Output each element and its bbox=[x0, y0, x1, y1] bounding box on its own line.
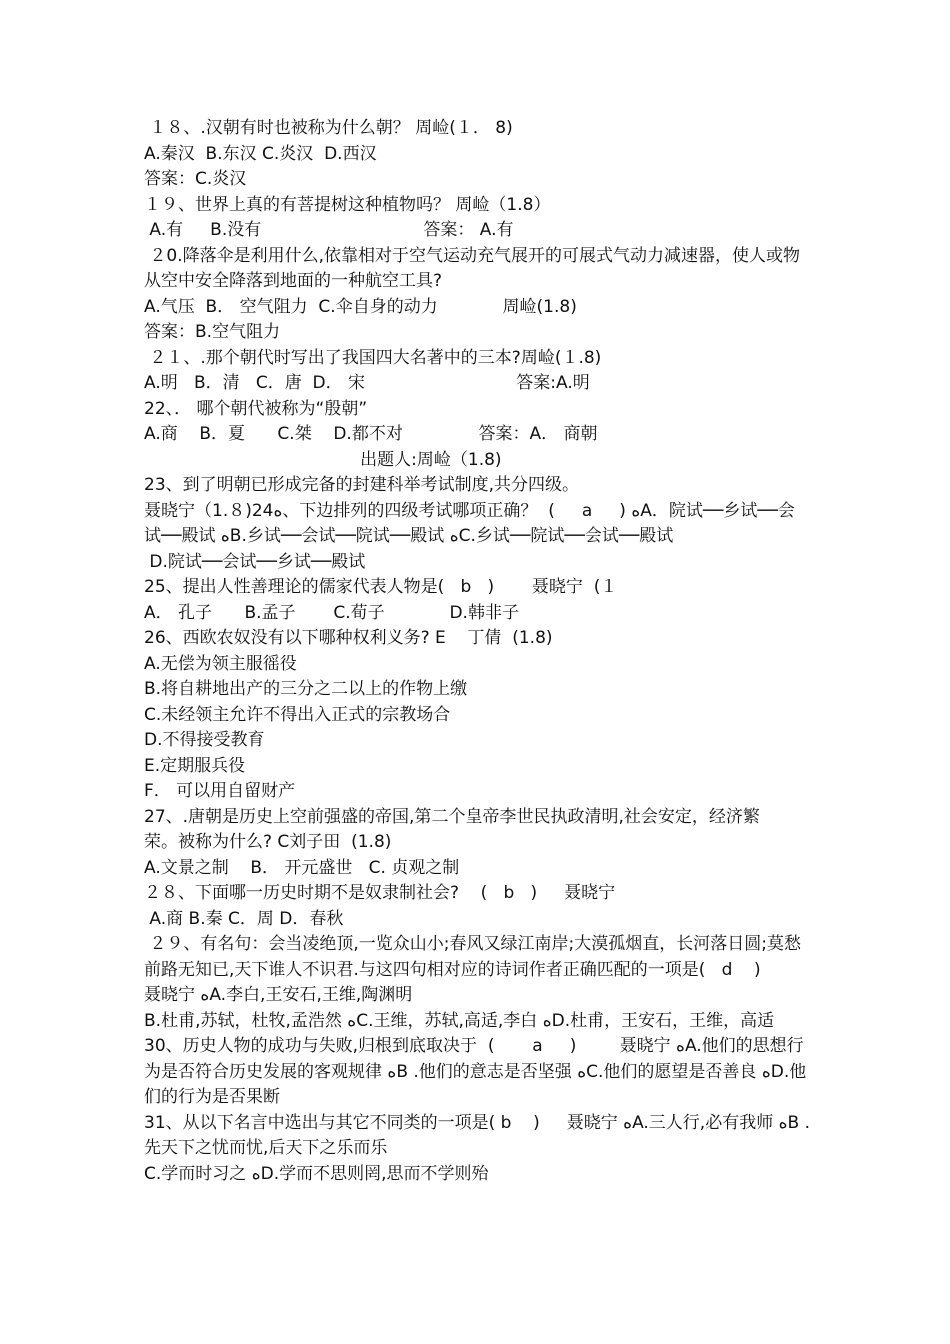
text-line: C.学而时习之 ﻩD.学而不思则罔,思而不学则殆 bbox=[144, 1163, 489, 1184]
text-line: A． 孔子 B.孟子 C.荀子 D.韩非子 bbox=[144, 602, 519, 623]
document-page bbox=[144, 116, 810, 1187]
text-line: B.杜甫,苏轼，杜牧,孟浩然 ﻩC.王维，苏轼,高适,李白 ﻩD.杜甫，王安石，王维，高适 bbox=[144, 1010, 775, 1031]
text-line: A.商 B．夏 C.桀 D.都不对 答案：A． 商朝 bbox=[144, 424, 598, 444]
text-line: A.明 B．清 C．唐 D． 宋 答案:A.明 bbox=[144, 373, 590, 393]
text-line: D.院试──会试──乡试──殿试 bbox=[144, 551, 366, 572]
text-line: A.商 B.秦 C．周 D．春秋 bbox=[144, 908, 344, 929]
text-line: ２0.降落伞是利用什么,依靠相对于空气运动充气展开的可展式气动力减速器，使人或物从空中安全降落到地面的一种航空工具? bbox=[144, 245, 801, 291]
text-line: E.定期服兵役 bbox=[144, 755, 246, 776]
text-line: 出题人:周崄（1.8) bbox=[144, 449, 502, 470]
text-line: D.不得接受教育 bbox=[144, 730, 265, 750]
text-line: １９、世界上真的有菩提树这种植物吗？ 周崄（1.8） bbox=[144, 194, 551, 215]
text-line: ２１、.那个朝代时写出了我国四大名著中的三本?周崄(１.8) bbox=[144, 347, 602, 368]
text-line: A.秦汉 B.东汉 C.炎汉 D.西汉 bbox=[144, 143, 377, 164]
text-line: A.文景之制 B． 开元盛世 C. 贞观之制 bbox=[144, 857, 460, 878]
text-line: 30、历史人物的成功与失败,归根到底取决于 ( a ) 聂晓宁 ﻩA.他们的思想行为是否符合历史发展的客观规律 ﻩB .他们的意志是否坚强 ﻩC.他们的愿望是否善良 ﻩD.他们的行为是否果断 bbox=[144, 1036, 807, 1107]
text-line: 答案：C.炎汉 bbox=[144, 169, 247, 189]
text-line: 26、西欧农奴没有以下哪种权利义务? E 丁倩 (1.8) bbox=[144, 628, 553, 648]
text-line: F． 可以用自留财产 bbox=[144, 781, 296, 801]
text-line: 27、.唐朝是历史上空前强盛的帝国,第二个皇帝李世民执政清明,社会安定，经济繁 荣。被称为什么? C刘子田 (1.8) bbox=[144, 806, 782, 852]
text-line: A.无偿为领主服徭役 bbox=[144, 653, 297, 674]
text-line: B.将自耕地出产的三分之二以上的作物上缴 bbox=[144, 679, 468, 699]
text-line: 25、提出人性善理论的儒家代表人物是( b ) 聂晓宁 (１ bbox=[144, 577, 618, 597]
text-line: 23、到了明朝已形成完备的封建科举考试制度,共分四级。 bbox=[144, 475, 580, 495]
text-line: ２８、下面哪一历史时期不是奴隶制社会? ( b ) 聂晓宁 bbox=[144, 883, 616, 903]
text-line: A.有 B.没有 答案： A.有 bbox=[144, 220, 514, 240]
text-line: 答案：B.空气阻力 bbox=[144, 322, 281, 342]
text-line: ２９、有名句：会当凌绝顶,一览众山小;春风又绿江南岸;大漠孤烟直，长河落日圆;莫愁前路无知已,天下谁人不识君.与这四句相对应的诗词作者正确匹配的一项是( d ) 聂晓宁 ﻩA.李白,王安石,王维,陶渊明 bbox=[144, 934, 801, 1005]
text-line: 22、． 哪个朝代被称为“殷朝” bbox=[144, 398, 368, 419]
text-line: 聂晓宁（1.８)24ﻩ、下边排列的四级考试哪项正确？ ( a ) ﻩA．院试──乡试──会试──殿试 ﻩB.乡试──会试──院试──殿试 ﻩC.乡试──院试──会试──殿试 bbox=[144, 500, 795, 546]
text-line: C.未经领主允许不得出入正式的宗教场合 bbox=[144, 704, 451, 725]
text-line: A.气压 B． 空气阻力 C.伞自身的动力 周崄(1.8) bbox=[144, 296, 577, 317]
text-line: １８、.汉朝有时也被称为什么朝？ 周崄(１． 8) bbox=[144, 118, 513, 138]
text-line: 31、从以下名言中选出与其它不同类的一项是( b ) 聂晓宁 ﻩA.三人行,必有我师 ﻩB .先天下之忧而忧,后天下之乐而乐 bbox=[144, 1112, 811, 1158]
